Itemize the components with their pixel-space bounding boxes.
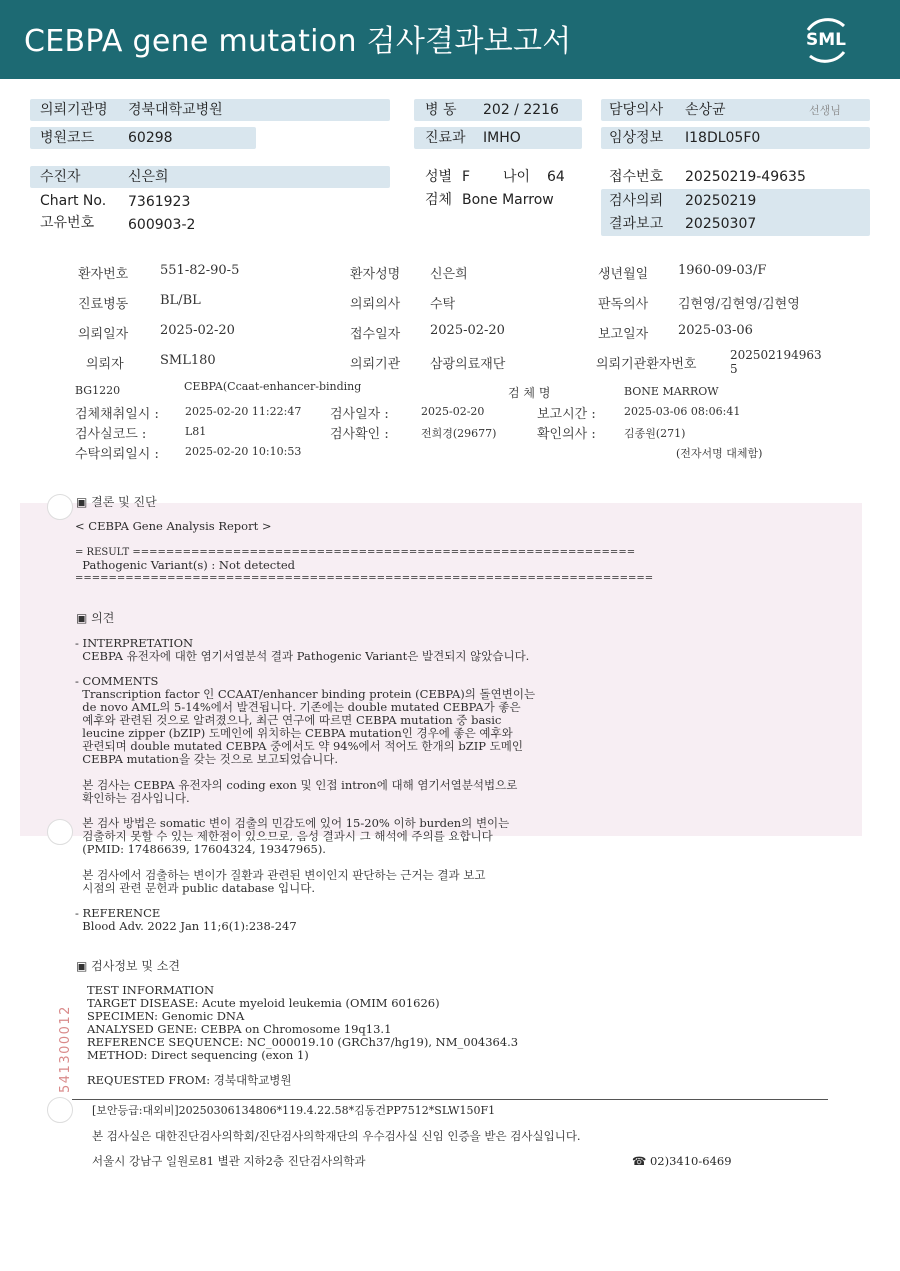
id-value: 600903-2 (128, 217, 196, 233)
specimen-name-label: 검 체 명 (508, 386, 551, 400)
sml-logo (798, 12, 854, 68)
scan-value: 202502194963 (730, 348, 822, 362)
patient-label: 수진자 (40, 169, 81, 185)
receipt-value: 20250219-49635 (685, 169, 806, 185)
testinfo-line: TARGET DISEASE: Acute myeloid leukemia (OMIM 601626) (87, 996, 440, 1010)
limit-line: 본 검사 방법은 somatic 변이 검출의 민감도에 있어 15-20% 이하 burden의 변이는 (75, 816, 510, 830)
scan-value: 삼광의료재단 (430, 357, 506, 372)
scan-value: BL/BL (160, 293, 201, 308)
institution-label: 의뢰기관명 (40, 102, 108, 118)
scan-label: 의뢰기관환자번호 (596, 357, 697, 372)
report-title: CEBPA gene mutation 검사결과보고서 (24, 24, 572, 59)
scan-value: 2025-02-20 (430, 323, 505, 338)
requested-from: REQUESTED FROM: 경북대학교병원 (87, 1073, 292, 1087)
sex-value: F (462, 169, 471, 185)
outsource-value: 2025-02-20 10:10:53 (185, 445, 302, 458)
clinical-label: 임상정보 (609, 130, 664, 146)
scan-label: 의뢰자 (86, 357, 124, 372)
comment-line: leucine zipper (bZIP) 도메인에 위치하는 CEBPA mutation인 경우에 좋은 예후와 (75, 726, 513, 740)
clinical-value: I18DL05F0 (685, 130, 761, 146)
reference-text: Blood Adv. 2022 Jan 11;6(1):238-247 (75, 919, 297, 933)
patient-value: 신은희 (128, 169, 169, 185)
request-value: 20250219 (685, 193, 757, 209)
testinfo-line: TEST INFORMATION (87, 983, 215, 997)
scan-label: 의뢰기관 (350, 357, 401, 372)
reference-heading: - REFERENCE (75, 906, 161, 920)
scan-label: 환자성명 (350, 267, 401, 282)
address-text: 서울시 강남구 일원로81 별관 지하2층 진단검사의학과 (92, 1154, 366, 1168)
scan-label: 진료병동 (78, 297, 129, 312)
scan-value: 2025-03-06 (678, 323, 753, 338)
comment-line: de novo AML의 5-14%에서 발견됩니다. 기존에는 double mutated CEBPA가 좋은 (75, 700, 521, 714)
logo-text: SML (806, 30, 846, 50)
test-code: BG1220 (75, 384, 121, 397)
method-line: 확인하는 검사입니다. (75, 791, 190, 805)
scan-value: 1960-09-03/F (678, 263, 767, 278)
institution-value: 경북대학교병원 (128, 102, 223, 118)
punch-hole (47, 494, 73, 520)
dept-label: 진료과 (425, 130, 466, 146)
collect-value: 2025-02-20 11:22:47 (185, 405, 302, 418)
lab-code-label: 검사실코드 : (75, 427, 147, 442)
chart-value: 7361923 (128, 194, 191, 210)
comment-line: CEBPA mutation을 갖는 것으로 보고되었습니다. (75, 752, 339, 766)
punch-hole (47, 819, 73, 845)
report-time-label: 보고시간 : (537, 407, 596, 422)
specimen-value: Bone Marrow (462, 192, 554, 208)
esign-note: (전자서명 대체함) (676, 447, 763, 460)
ward-value: 202 / 2216 (483, 102, 559, 118)
testinfo-line: SPECIMEN: Genomic DNA (87, 1009, 245, 1023)
scan-value: 수탁 (430, 297, 456, 312)
doctor-suffix: 선생님 (809, 104, 841, 117)
doctor-value: 손상균 (685, 102, 726, 118)
basis-line: 시점의 관련 문헌과 public database 입니다. (75, 881, 315, 895)
confirm-value: 전희경(29677) (421, 427, 497, 440)
chart-label: Chart No. (40, 193, 107, 209)
hospital-code-value: 60298 (128, 130, 173, 146)
interp-heading: - INTERPRETATION (75, 636, 194, 650)
collect-label: 검체채취일시 : (75, 407, 159, 422)
id-label: 고유번호 (40, 215, 95, 231)
phone-text: ☎ 02)3410-6469 (632, 1154, 732, 1168)
punch-hole (47, 1097, 73, 1123)
scan-value: 2025-02-20 (160, 323, 235, 338)
scan-label: 의뢰의사 (350, 297, 401, 312)
report-time-value: 2025-03-06 08:06:41 (624, 405, 741, 418)
hospital-code-label: 병원코드 (40, 130, 95, 146)
comments-heading: - COMMENTS (75, 674, 159, 688)
test-date-label: 검사일자 : (330, 407, 389, 422)
test-date-value: 2025-02-20 (421, 405, 485, 418)
scan-value: 5 (730, 362, 738, 376)
section-conclusion: ▣ 결론 및 진단 (76, 495, 157, 509)
outsource-label: 수탁의뢰일시 : (75, 447, 159, 462)
section-testinfo: ▣ 검사정보 및 소견 (76, 959, 180, 973)
confirm-doc-value: 김종원(271) (624, 427, 686, 440)
testinfo-line: ANALYSED GENE: CEBPA on Chromosome 19q13.1 (87, 1022, 392, 1036)
confirm-label: 검사확인 : (330, 427, 389, 442)
sex-label: 성별 (425, 169, 453, 185)
scan-value: 신은희 (430, 267, 468, 282)
test-name: CEBPA(Ccaat-enhancer-binding (184, 380, 362, 393)
lab-code-value: L81 (185, 425, 207, 438)
security-line: [보안등급:대외비]20250306134806*119.4.22.58*김동건PP7512*SLW150F1 (92, 1104, 496, 1117)
report-heading: < CEBPA Gene Analysis Report > (75, 519, 272, 533)
limit-line: (PMID: 17486639, 17604324, 19347965). (75, 842, 326, 856)
basis-line: 본 검사에서 검출하는 변이가 질환과 관련된 변이인지 판단하는 근거는 결과 보고 (75, 868, 486, 882)
comment-line: Transcription factor 인 CCAAT/enhancer binding protein (CEBPA)의 돌연변이는 (75, 687, 536, 701)
confirm-doc-label: 확인의사 : (537, 427, 596, 442)
section-opinion: ▣ 의견 (76, 611, 115, 625)
doctor-label: 담당의사 (609, 102, 664, 118)
dept-value: IMHO (483, 130, 521, 146)
limit-line: 검출하지 못할 수 있는 제한점이 있으므로, 음성 결과시 그 해석에 주의를 요합니다 (75, 829, 493, 843)
receipt-label: 접수번호 (609, 169, 664, 185)
scan-value: 551-82-90-5 (160, 263, 240, 278)
result-value: Pathogenic Variant(s) : Not detected (75, 558, 295, 572)
scan-label: 접수일자 (350, 327, 401, 342)
scan-label: 환자번호 (78, 267, 129, 282)
age-value: 64 (547, 169, 565, 185)
scan-label: 판독의사 (598, 297, 649, 312)
scan-label: 보고일자 (598, 327, 649, 342)
scan-label: 생년월일 (598, 267, 649, 282)
method-line: 본 검사는 CEBPA 유전자의 coding exon 및 인접 intron에 대해 염기서열분석법으로 (75, 778, 518, 792)
result-end: ===================================================================== (75, 573, 654, 584)
testinfo-line: METHOD: Direct sequencing (exon 1) (87, 1048, 309, 1062)
specimen-name: BONE MARROW (624, 385, 719, 398)
age-label: 나이 (503, 169, 531, 185)
report-label: 결과보고 (609, 216, 664, 232)
certification-text: 본 검사실은 대한진단검사의학회/진단검사의학재단의 우수검사실 신임 인증을 받은 검사실입니다. (92, 1129, 581, 1143)
side-serial-number (52, 985, 76, 1095)
report-header (0, 0, 900, 79)
scan-value: SML180 (160, 353, 216, 368)
specimen-label: 검체 (425, 192, 453, 208)
footer-divider (72, 1099, 828, 1100)
comment-line: 관련되며 double mutated CEBPA 중에서도 약 94%에서 적어도 한개의 bZIP 도메인 (75, 739, 523, 753)
result-line: = RESULT ============================================================ (75, 547, 636, 558)
scan-value: 김현영/김현영/김현영 (678, 297, 800, 312)
report-value: 20250307 (685, 216, 757, 232)
request-label: 검사의뢰 (609, 193, 664, 209)
interp-text: CEBPA 유전자에 대한 염기서열분석 결과 Pathogenic Variant은 발견되지 않았습니다. (75, 649, 530, 663)
side-serial-text: 541300012 (58, 1005, 73, 1093)
scan-label: 의뢰일자 (78, 327, 129, 342)
patient-field (30, 166, 390, 188)
ward-label: 병 동 (425, 102, 457, 118)
comment-line: 예후와 관련된 것으로 알려졌으나, 최근 연구에 따르면 CEBPA mutation 중 basic (75, 713, 502, 727)
testinfo-line: REFERENCE SEQUENCE: NC_000019.10 (GRCh37/hg19), NM_004364.3 (87, 1035, 519, 1049)
